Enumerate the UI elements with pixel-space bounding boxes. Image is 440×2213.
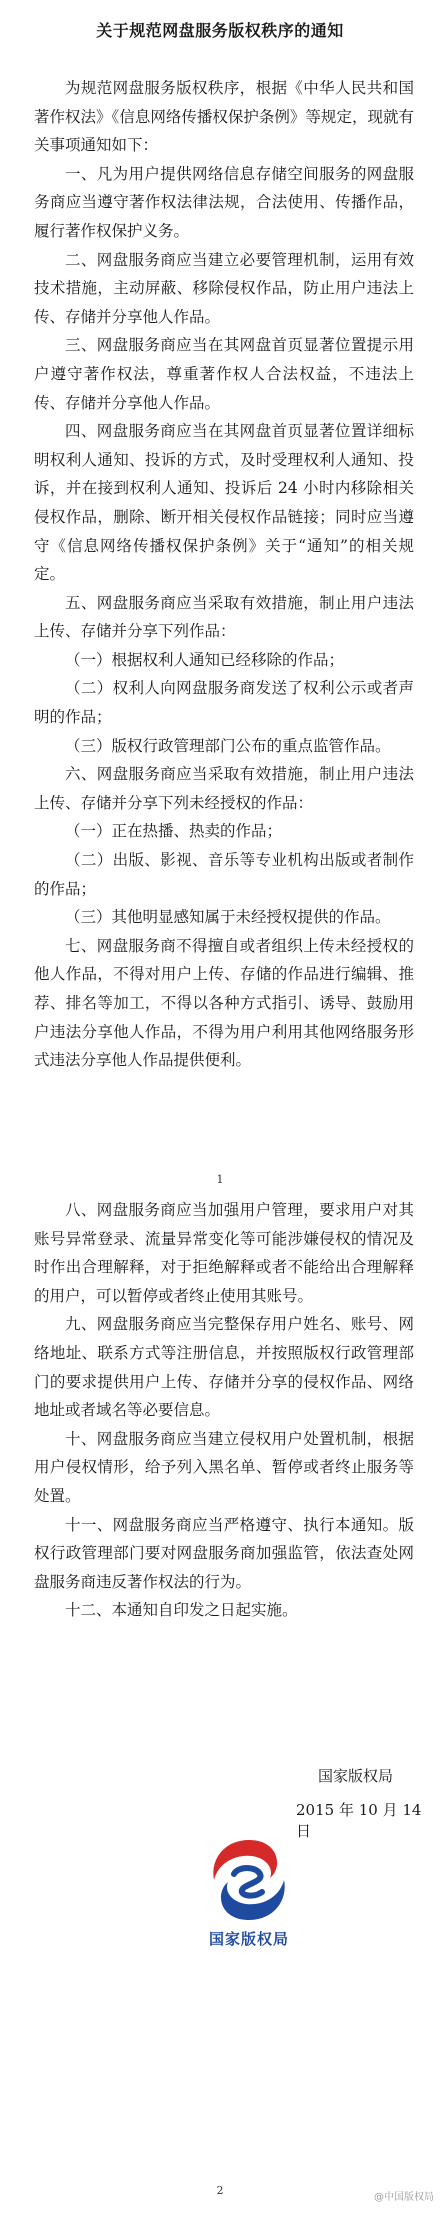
paragraph-8: 八、网盘服务商应当加强用户管理，要求用户对其账号异常登录、流量异常变化等可能涉嫌侵权的情况及时作出合理解释，对于拒绝解释或者不能给出合理解释的用户，可以暂停或者终止使用其账号。 — [34, 1201, 414, 1305]
paragraph-11: 十一、网盘服务商应当严格遵守、执行本通知。版权行政管理部门要对网盘服务商加强监管，依法查处网盘服务商违反著作权法的行为。 — [34, 1515, 414, 1591]
paragraph-2: 二、网盘服务商应当建立必要管理机制，运用有效技术措施，主动屏蔽、移除侵权作品，防止用户违法上传、存储并分享他人作品。 — [34, 250, 414, 326]
page-number-1: 1 — [216, 1173, 224, 1186]
document-title: 关于规范网盘服务版权秩序的通知 — [96, 21, 344, 40]
seal-center-curve — [234, 1868, 262, 1896]
paragraph-9: 九、网盘服务商应当完整保存用户姓名、账号、网络地址、联系方式等注册信息，并按照版权行政管理部门的要求提供用户上传、存储并分享的侵权作品、网络地址或者域名等必要信息。 — [34, 1315, 414, 1420]
paragraph-4: 四、网盘服务商应当在其网盘首页显著位置详细标明权利人通知、投诉的方式，及时受理权利人通知、投诉，并在接到权利人通知、投诉后 24 小时内移除相关侵权作品，删除、断开相关侵权作品链接；同时应当遵守《信息网络传播权保护条例》关于“通知”的相关规定。 — [34, 422, 414, 584]
paragraph-5-item-3: （三）版权行政管理部门公布的重点监管作品。 — [65, 736, 391, 755]
paragraph-5-item-1: （一）根据权利人通知已经移除的作品； — [65, 650, 345, 669]
paragraph-7: 七、网盘服务商不得擅自或者组织上传未经授权的他人作品，不得对用户上传、存储的作品进行编辑、推荐、排名等加工，不得以各种方式指引、诱导、鼓励用户违法分享他人作品，不得为用户利用其他网络服务形式违法分享他人作品提供便利。 — [34, 936, 414, 1070]
seal-label: 国家版权局 — [208, 1930, 289, 1948]
body-part-1 — [34, 74, 414, 1075]
watermark: @中国版权局 — [374, 2192, 434, 2203]
paragraph-5: 五、网盘服务商应当采取有效措施，制止用户违法上传、存储并分享下列作品： — [34, 593, 414, 641]
paragraph-1: 一、凡为用户提供网络信息存储空间服务的网盘服务商应当遵守著作权法律法规，合法使用、传播作品，履行著作权保护义务。 — [34, 164, 414, 240]
paragraph-6: 六、网盘服务商应当采取有效措施，制止用户违法上传、存储并分享下列未经授权的作品： — [34, 765, 414, 812]
paragraph-3: 三、网盘服务商应当在其网盘首页显著位置提示用户遵守著作权法，尊重著作权人合法权益，不违法上传、存储并分享他人作品。 — [34, 336, 414, 412]
signature-date: 2015 年 10 月 14 日 — [296, 1801, 422, 1840]
seal-red-swirl — [213, 1840, 277, 1880]
paragraph-12: 十二、本通知自印发之日起实施。 — [65, 1601, 298, 1620]
page-number-2: 2 — [216, 2184, 224, 2197]
paragraph-6-item-1: （一）正在热播、热卖的作品； — [65, 822, 283, 841]
seal-icon — [204, 1834, 294, 1926]
paragraph-6-item-2: （二）出版、影视、音乐等专业机构出版或者制作的作品； — [34, 851, 414, 898]
paragraph-10: 十、网盘服务商应当建立侵权用户处置机制，根据用户侵权情形，给予列入黑名单、暂停或者终止服务等处置。 — [34, 1429, 414, 1505]
body-part-2 — [34, 1196, 414, 1625]
paragraph-intro: 为规范网盘服务版权秩序，根据《中华人民共和国著作权法》《信息网络传播权保护条例》等规定，现就有关事项通知如下： — [34, 79, 414, 155]
paragraph-6-item-3: （三）其他明显感知属于未经授权提供的作品。 — [65, 908, 391, 927]
signature-organization: 国家版权局 — [318, 1767, 394, 1785]
paragraph-5-item-2: （二）权利人向网盘服务商发送了权利公示或者声明的作品； — [34, 679, 414, 727]
